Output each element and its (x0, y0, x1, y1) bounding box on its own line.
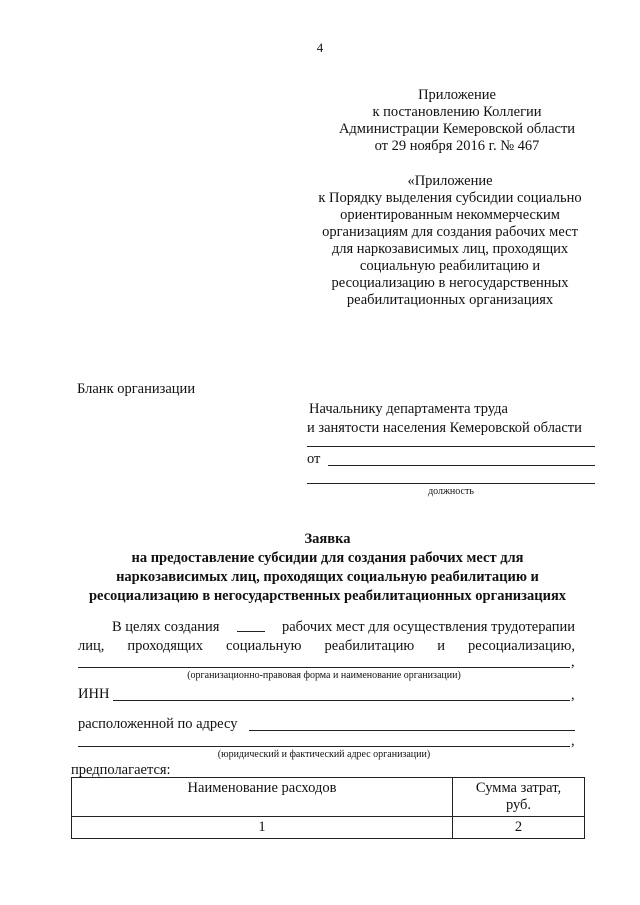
appendix-reference-procedure (300, 173, 600, 309)
title-line-4: ресоциализацию в негосударственных реабилитационных организациях (88, 588, 567, 604)
table-row (72, 817, 585, 839)
position-caption: должность (428, 486, 474, 497)
body-line-1 (112, 619, 575, 636)
addressee-line-2: и занятости населения Кемеровской области (307, 420, 582, 436)
organization-name-field[interactable] (78, 667, 570, 668)
proposed-label: предполагается: (71, 762, 171, 778)
appendix-line: «Приложение (407, 173, 493, 189)
body-word: лиц, (78, 638, 105, 654)
column-number-cell: 2 (453, 817, 585, 839)
application-title (60, 530, 595, 606)
inn-field[interactable] (113, 700, 570, 701)
expenses-table (71, 777, 585, 839)
appendix-line: к Порядку выделения субсидии социально (318, 190, 582, 206)
column-header-amount: Сумма затрат, руб. (453, 778, 585, 817)
appendix-line: от 29 ноября 2016 г. № 467 (374, 138, 540, 154)
body-word: и (437, 638, 446, 654)
appendix-line: реабилитационных организациях (346, 292, 554, 308)
body-word: реабилитацию (324, 638, 415, 654)
column-header-expense-name: Наименование расходов (72, 778, 453, 817)
appendix-line: Приложение (418, 87, 496, 103)
title-line-2: на предоставление субсидии для создания рабочих мест для (131, 550, 524, 566)
table-header-row (72, 778, 585, 817)
address-caption: (юридический и фактический адрес организации) (217, 749, 431, 760)
appendix-line: для наркозависимых лиц, проходящих (331, 241, 569, 257)
sender-position-field[interactable] (307, 483, 595, 484)
addressee-block (307, 400, 582, 438)
body-line-2 (78, 638, 575, 655)
appendix-line: ориентированным некоммерческим (340, 207, 560, 223)
organization-letterhead: Бланк организации (77, 381, 196, 397)
from-label: от (307, 451, 321, 467)
trailing-comma: , (571, 687, 575, 703)
inn-label: ИНН (78, 686, 110, 702)
address-label: расположенной по адресу (78, 716, 238, 732)
body-text: В целях создания (112, 619, 220, 635)
address-field[interactable] (249, 730, 575, 731)
page-number: 4 (316, 40, 324, 55)
organization-caption: (организационно-правовая форма и наименование организации) (187, 670, 461, 681)
appendix-line: организациям для создания рабочих мест (322, 224, 578, 240)
sender-name-field[interactable] (328, 465, 595, 466)
appendix-line: к постановлению Коллегии (372, 104, 542, 120)
title-line-1: Заявка (304, 531, 351, 547)
jobs-count-field[interactable] (237, 619, 265, 632)
appendix-line: Администрации Кемеровской области (338, 121, 576, 137)
title-line-3: наркозависимых лиц, проходящих социальную реабилитацию и (116, 569, 539, 585)
appendix-line: социальную реабилитацию и (359, 258, 541, 274)
column-number-cell: 1 (72, 817, 453, 839)
body-text: рабочих мест для осуществления трудотерапии (281, 619, 575, 635)
body-word: социальную (226, 638, 302, 654)
body-word: ресоциализацию, (468, 638, 575, 654)
appendix-line: ресоциализацию в негосударственных (331, 275, 569, 291)
address-field-continued[interactable] (78, 746, 570, 747)
appendix-reference-resolution (322, 87, 592, 155)
addressee-line-1: Начальнику департамента труда (309, 401, 508, 417)
trailing-comma: , (571, 654, 575, 670)
body-word: проходящих (127, 638, 204, 654)
addressee-blank-line[interactable] (307, 446, 595, 447)
trailing-comma: , (571, 733, 575, 749)
